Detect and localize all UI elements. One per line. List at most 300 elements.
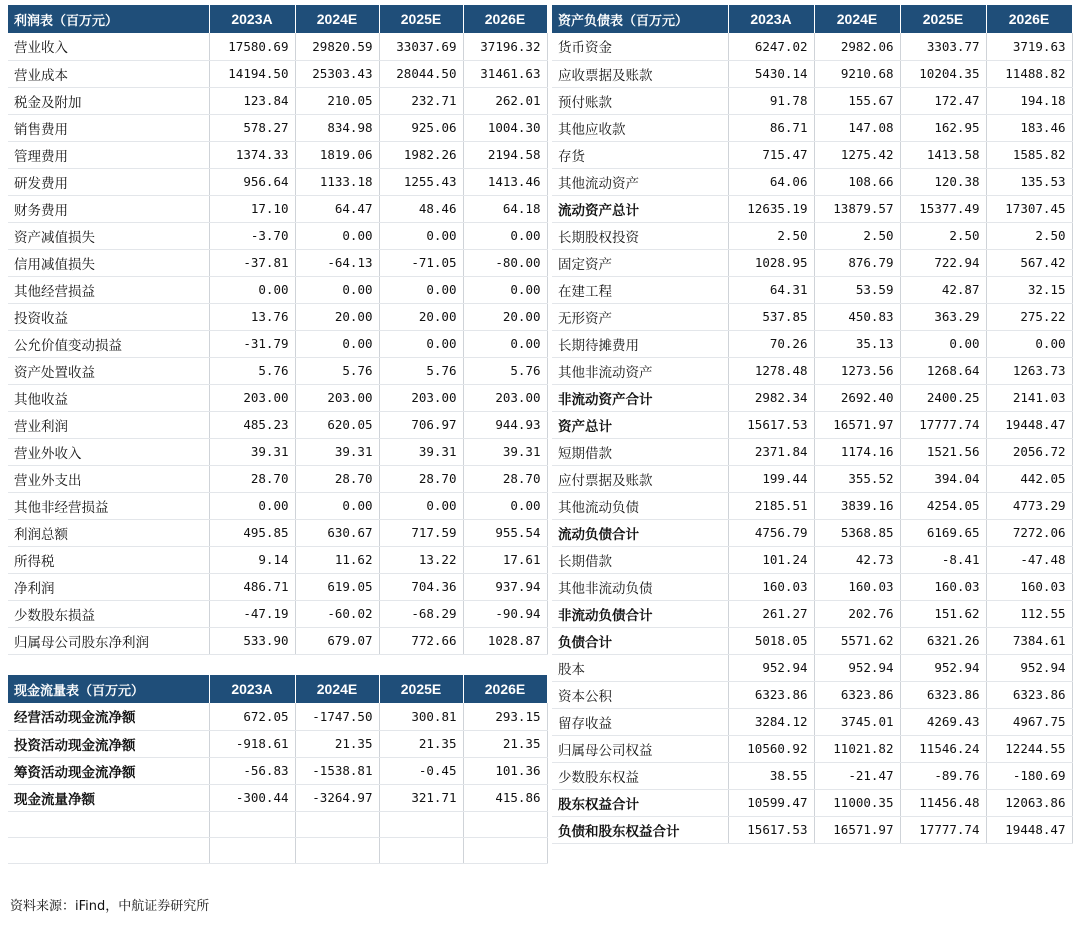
year-header: 2023A [209,5,295,33]
row-label: 应付票据及账款 [552,465,728,492]
row-value: -71.05 [379,249,463,276]
row-value: 101.36 [463,757,547,784]
row-value: 160.03 [728,573,814,600]
balance-header-row [552,5,1072,33]
row-value: 495.85 [209,519,295,546]
row-value: 162.95 [900,114,986,141]
table-row [552,762,1072,789]
row-value: 275.22 [986,303,1072,330]
row-value: 4773.29 [986,492,1072,519]
row-value: 19448.47 [986,411,1072,438]
row-value: 2.50 [814,222,900,249]
row-value: 4756.79 [728,519,814,546]
row-value: 15617.53 [728,411,814,438]
row-value: 108.66 [814,168,900,195]
year-header: 2024E [814,5,900,33]
row-label: 其他非流动负债 [552,573,728,600]
table-row [8,465,547,492]
table-row [8,276,547,303]
table-row [552,303,1072,330]
row-value: 2.50 [728,222,814,249]
row-value: 16571.97 [814,411,900,438]
year-header: 2026E [986,5,1072,33]
row-value: 21.35 [379,730,463,757]
row-label: 公允价值变动损益 [8,330,209,357]
row-value: 3719.63 [986,33,1072,60]
row-label: 税金及附加 [8,87,209,114]
row-value: 147.08 [814,114,900,141]
row-value: 6323.86 [986,681,1072,708]
table-row [8,249,547,276]
row-value: 0.00 [379,222,463,249]
row-label: 长期借款 [552,546,728,573]
row-value: 679.07 [295,627,379,654]
row-value: -68.29 [379,600,463,627]
row-label: 其他收益 [8,384,209,411]
row-value: 3745.01 [814,708,900,735]
row-value: 17307.45 [986,195,1072,222]
row-value: 17.61 [463,546,547,573]
row-value: 28044.50 [379,60,463,87]
row-label: 销售费用 [8,114,209,141]
row-label: 货币资金 [552,33,728,60]
row-value: 12244.55 [986,735,1072,762]
row-label: 长期股权投资 [552,222,728,249]
row-label: 非流动资产合计 [552,384,728,411]
row-value: 706.97 [379,411,463,438]
row-value: 155.67 [814,87,900,114]
row-value: 19448.47 [986,816,1072,843]
row-value: 9210.68 [814,60,900,87]
row-label: 长期待摊费用 [552,330,728,357]
year-header: 2023A [728,5,814,33]
row-value: 160.03 [986,573,1072,600]
row-value: 0.00 [379,330,463,357]
row-value: 210.05 [295,87,379,114]
row-value: -60.02 [295,600,379,627]
row-value: 123.84 [209,87,295,114]
row-value: 952.94 [986,654,1072,681]
row-label: 营业成本 [8,60,209,87]
row-value: 1174.16 [814,438,900,465]
row-value: 160.03 [900,573,986,600]
row-value: 15617.53 [728,816,814,843]
row-label: 流动负债合计 [552,519,728,546]
table-row [8,141,547,168]
row-label: 流动资产总计 [552,195,728,222]
row-value: -3.70 [209,222,295,249]
table-row [8,384,547,411]
table-row [8,222,547,249]
row-value: 6247.02 [728,33,814,60]
row-value: 14194.50 [209,60,295,87]
row-value: 5.76 [295,357,379,384]
row-value: 17777.74 [900,411,986,438]
row-value: 952.94 [814,654,900,681]
row-value: 199.44 [728,465,814,492]
row-value: 32.15 [986,276,1072,303]
row-label: 少数股东权益 [552,762,728,789]
row-label: 留存收益 [552,708,728,735]
row-label: 财务费用 [8,195,209,222]
row-value: 925.06 [379,114,463,141]
row-value: 21.35 [463,730,547,757]
row-value: 31461.63 [463,60,547,87]
row-value: 28.70 [379,465,463,492]
row-value: -47.48 [986,546,1072,573]
row-value: 6169.65 [900,519,986,546]
year-header: 2025E [900,5,986,33]
row-value: 1255.43 [379,168,463,195]
row-value: 2982.34 [728,384,814,411]
row-value: 11488.82 [986,60,1072,87]
row-value: 11000.35 [814,789,900,816]
table-row [552,654,1072,681]
table-row [552,735,1072,762]
row-value: 203.00 [295,384,379,411]
table-row [8,168,547,195]
table-row [552,546,1072,573]
table-row [552,816,1072,843]
table-row [552,114,1072,141]
row-value: 39.31 [209,438,295,465]
row-value: 261.27 [728,600,814,627]
row-label: 其他非流动资产 [552,357,728,384]
row-value: 12063.86 [986,789,1072,816]
row-value: 1133.18 [295,168,379,195]
row-label: 其他应收款 [552,114,728,141]
year-header: 2026E [463,5,547,33]
row-value: 937.94 [463,573,547,600]
row-label: 预付账款 [552,87,728,114]
table-row [552,681,1072,708]
table-row [552,357,1072,384]
empty-cell [379,837,463,863]
table-row [552,33,1072,60]
table-title: 资产负债表（百万元） [552,5,728,33]
row-value: 20.00 [295,303,379,330]
row-value: 5571.62 [814,627,900,654]
row-value: -1747.50 [295,703,379,730]
row-value: 3303.77 [900,33,986,60]
income-header-row [8,5,547,33]
table-row [8,114,547,141]
row-value: 537.85 [728,303,814,330]
table-row [552,789,1072,816]
row-value: 5430.14 [728,60,814,87]
empty-cell [209,837,295,863]
empty-cell [295,837,379,863]
empty-cell [8,811,209,837]
row-value: 101.24 [728,546,814,573]
row-value: 17580.69 [209,33,295,60]
row-value: -31.79 [209,330,295,357]
row-value: 70.26 [728,330,814,357]
row-value: 2185.51 [728,492,814,519]
table-row [8,573,547,600]
row-value: 0.00 [900,330,986,357]
row-value: -89.76 [900,762,986,789]
table-title: 现金流量表（百万元） [8,675,209,703]
row-value: 293.15 [463,703,547,730]
row-value: 0.00 [209,492,295,519]
row-value: 53.59 [814,276,900,303]
balance-sheet-table [552,5,1073,844]
row-value: 2692.40 [814,384,900,411]
year-header: 2024E [295,675,379,703]
table-row [8,357,547,384]
row-value: 2194.58 [463,141,547,168]
row-value: 876.79 [814,249,900,276]
row-value: 2.50 [900,222,986,249]
row-value: 6323.86 [814,681,900,708]
row-label: 其他非经营损益 [8,492,209,519]
row-value: 4254.05 [900,492,986,519]
row-value: 1028.87 [463,627,547,654]
row-value: 0.00 [463,330,547,357]
table-row [8,303,547,330]
table-row [8,33,547,60]
table-row [552,222,1072,249]
table-row [552,141,1072,168]
row-value: 5.76 [209,357,295,384]
row-value: 4967.75 [986,708,1072,735]
row-value: 2141.03 [986,384,1072,411]
row-value: -80.00 [463,249,547,276]
table-row [552,87,1072,114]
row-value: 29820.59 [295,33,379,60]
table-row [8,730,547,757]
row-label: 存货 [552,141,728,168]
row-value: 1028.95 [728,249,814,276]
table-row [552,249,1072,276]
row-value: 64.18 [463,195,547,222]
cash-flow-table [8,675,548,864]
table-row [552,384,1072,411]
row-value: 5368.85 [814,519,900,546]
year-header: 2025E [379,5,463,33]
empty-cell [8,837,209,863]
row-value: -37.81 [209,249,295,276]
row-value: -56.83 [209,757,295,784]
row-label: 少数股东损益 [8,600,209,627]
row-label: 在建工程 [552,276,728,303]
table-row [8,492,547,519]
row-label: 归属母公司权益 [552,735,728,762]
table-row [552,600,1072,627]
row-value: 321.71 [379,784,463,811]
row-value: 955.54 [463,519,547,546]
row-label: 固定资产 [552,249,728,276]
row-label: 其他经营损益 [8,276,209,303]
row-label: 营业收入 [8,33,209,60]
table-row [8,438,547,465]
row-value: -0.45 [379,757,463,784]
row-value: 38.55 [728,762,814,789]
row-label: 筹资活动现金流净额 [8,757,209,784]
year-header: 2026E [463,675,547,703]
empty-cell [463,811,547,837]
row-value: 12635.19 [728,195,814,222]
row-value: 1278.48 [728,357,814,384]
row-value: -180.69 [986,762,1072,789]
row-value: 952.94 [728,654,814,681]
row-label: 经营活动现金流净额 [8,703,209,730]
row-value: 0.00 [295,492,379,519]
row-value: 5.76 [379,357,463,384]
row-value: 630.67 [295,519,379,546]
row-value: 1413.58 [900,141,986,168]
table-row [8,87,547,114]
row-value: 17777.74 [900,816,986,843]
row-value: 1004.30 [463,114,547,141]
row-value: 28.70 [463,465,547,492]
row-value: 956.64 [209,168,295,195]
table-row [552,438,1072,465]
table-row [8,703,547,730]
row-label: 营业利润 [8,411,209,438]
row-value: 37196.32 [463,33,547,60]
table-row [8,411,547,438]
row-value: 42.73 [814,546,900,573]
row-label: 营业外支出 [8,465,209,492]
row-label: 其他流动资产 [552,168,728,195]
source-note: 资料来源：iFind，中航证券研究所 [10,899,210,914]
row-label: 股本 [552,654,728,681]
empty-row [8,811,547,837]
row-value: 33037.69 [379,33,463,60]
empty-cell [463,837,547,863]
row-value: 203.00 [209,384,295,411]
row-value: 619.05 [295,573,379,600]
row-value: 10560.92 [728,735,814,762]
row-value: 172.47 [900,87,986,114]
row-label: 归属母公司股东净利润 [8,627,209,654]
year-header: 2023A [209,675,295,703]
table-row [552,330,1072,357]
row-label: 资产减值损失 [8,222,209,249]
table-row [552,708,1072,735]
row-value: 485.23 [209,411,295,438]
row-value: 39.31 [295,438,379,465]
table-row [8,195,547,222]
row-value: 834.98 [295,114,379,141]
row-value: 120.38 [900,168,986,195]
row-value: 2.50 [986,222,1072,249]
row-value: 160.03 [814,573,900,600]
table-title: 利润表（百万元） [8,5,209,33]
table-row [552,60,1072,87]
row-label: 短期借款 [552,438,728,465]
row-label: 负债和股东权益合计 [552,816,728,843]
row-value: 4269.43 [900,708,986,735]
row-value: 1819.06 [295,141,379,168]
row-value: -90.94 [463,600,547,627]
row-value: 944.93 [463,411,547,438]
row-label: 资产处置收益 [8,357,209,384]
row-value: 578.27 [209,114,295,141]
row-value: 1268.64 [900,357,986,384]
row-value: 415.86 [463,784,547,811]
row-value: 35.13 [814,330,900,357]
row-label: 无形资产 [552,303,728,330]
row-value: 10599.47 [728,789,814,816]
row-value: 1413.46 [463,168,547,195]
row-value: -3264.97 [295,784,379,811]
empty-cell [209,811,295,837]
row-label: 现金流量净额 [8,784,209,811]
row-value: -1538.81 [295,757,379,784]
row-value: 20.00 [379,303,463,330]
cash-header-row [8,675,547,703]
row-value: 10204.35 [900,60,986,87]
row-value: 715.47 [728,141,814,168]
row-value: 13879.57 [814,195,900,222]
row-value: -918.61 [209,730,295,757]
row-value: 17.10 [209,195,295,222]
row-value: 450.83 [814,303,900,330]
year-header: 2024E [295,5,379,33]
row-value: 1585.82 [986,141,1072,168]
table-row [8,546,547,573]
row-label: 投资收益 [8,303,209,330]
row-value: 5.76 [463,357,547,384]
row-value: 64.31 [728,276,814,303]
row-value: 21.35 [295,730,379,757]
row-value: 16571.97 [814,816,900,843]
row-value: 772.66 [379,627,463,654]
table-row [8,757,547,784]
row-value: 0.00 [463,276,547,303]
row-value: 717.59 [379,519,463,546]
row-value: 0.00 [379,276,463,303]
row-value: 20.00 [463,303,547,330]
row-label: 投资活动现金流净额 [8,730,209,757]
row-value: 15377.49 [900,195,986,222]
row-value: 135.53 [986,168,1072,195]
row-label: 资本公积 [552,681,728,708]
table-row [8,627,547,654]
row-value: 42.87 [900,276,986,303]
empty-cell [379,811,463,837]
row-label: 资产总计 [552,411,728,438]
row-value: 0.00 [295,330,379,357]
row-value: 48.46 [379,195,463,222]
row-value: 25303.43 [295,60,379,87]
table-row [552,276,1072,303]
row-value: 672.05 [209,703,295,730]
row-value: 11.62 [295,546,379,573]
row-value: 1263.73 [986,357,1072,384]
table-row [552,411,1072,438]
table-row [8,784,547,811]
row-value: 567.42 [986,249,1072,276]
row-value: 0.00 [209,276,295,303]
row-value: 28.70 [209,465,295,492]
row-value: 64.06 [728,168,814,195]
row-value: 363.29 [900,303,986,330]
row-value: 486.71 [209,573,295,600]
row-label: 非流动负债合计 [552,600,728,627]
row-value: 262.01 [463,87,547,114]
row-value: -64.13 [295,249,379,276]
income-statement-table [8,5,548,655]
row-value: 3284.12 [728,708,814,735]
row-value: 0.00 [463,222,547,249]
row-value: 9.14 [209,546,295,573]
table-row [8,60,547,87]
row-value: 1273.56 [814,357,900,384]
